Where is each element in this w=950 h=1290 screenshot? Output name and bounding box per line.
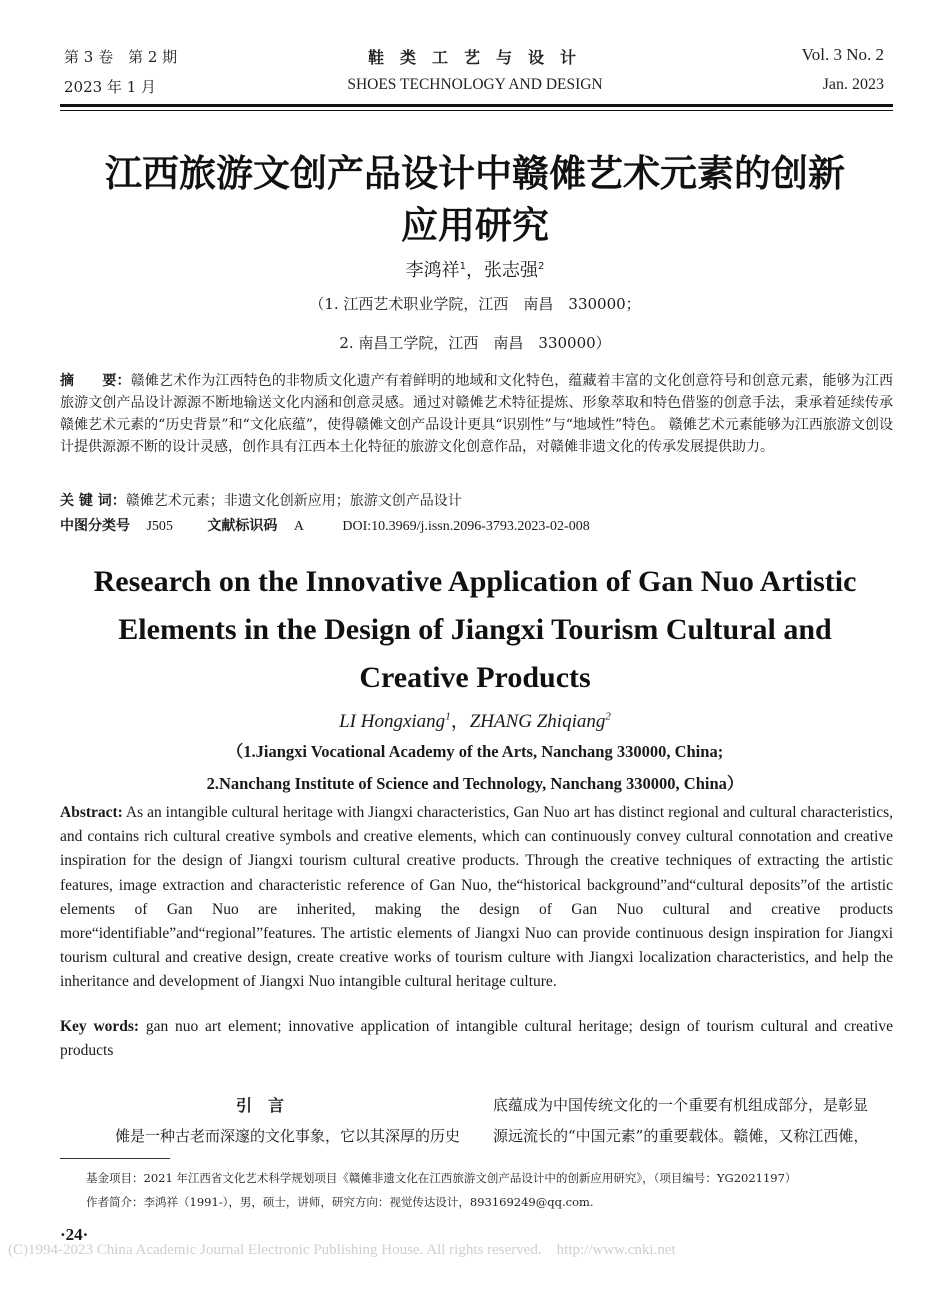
affiliation-en-line1: （1.Jiangxi Vocational Academy of the Arts, Nanchang 330000, China; xyxy=(226,742,724,761)
author-en-2-sup: 2 xyxy=(605,710,611,723)
keywords-cn-text: 赣傩艺术元素；非遗文化创新应用；旅游文创产品设计 xyxy=(125,493,462,509)
clc-value: J505 xyxy=(146,519,173,534)
footnote-author: 作者简介：李鸿祥（1991-），男，硕士，讲师，研究方向：视觉传达设计，893169249@qq.com. xyxy=(86,1195,594,1209)
body-right-line1: 底蕴成为中国传统文化的一个重要有机组成部分，是彰显 xyxy=(493,1096,869,1114)
abstract-en-text: As an intangible cultural heritage with Jiangxi characteristics, Gan Nuo art has distinct regional and cultural characteristics, and contains rich cultural creative symbols and creative elements, which can continuously convey cultural connotation and creative inspiration for the design of Jiangxi tourism cultural creative products. Through the creative techniques of extracting the artistic features, image extraction and characteristic reference of Gan Nuo, the“historical background”and“cultural deposits”of the artistic elements of Gan Nuo are inherited, making the design of Gan Nuo cultural and creative products more“identifiable”and“regional”features. The artistic elements of Jiangxi Nuo can provide continuous design inspiration for Jiangxi tourism cultural and creative design, create creative works of tourism culture with Jiangxi localization characteristics, and help the inheritance and development of Jiangxi Nuo intangible cultural heritage culture. xyxy=(60,804,893,991)
author-cn-2-sup: 2 xyxy=(538,261,545,272)
author-cn-1: 李鸿祥 xyxy=(405,260,460,281)
section-heading-introduction: 引 言 xyxy=(235,1096,284,1115)
title-en-line1: Research on the Innovative Application of Gan Nuo Artistic xyxy=(93,565,857,598)
abstract-en xyxy=(60,801,893,995)
date-cn: 2023 年 1 月 xyxy=(64,78,157,96)
keywords-en-label: Key words: xyxy=(60,1018,140,1035)
article-title-en xyxy=(40,558,910,702)
volume-issue-cn: 第 3 卷 第 2 期 xyxy=(64,48,178,66)
journal-title-en: SHOES TECHNOLOGY AND DESIGN xyxy=(347,76,603,93)
author-en-1-sup: 1 xyxy=(445,710,451,723)
authors-en xyxy=(40,706,910,733)
title-en-line3: Creative Products xyxy=(359,661,591,694)
keywords-en xyxy=(60,1015,893,1063)
footnote-fund: 基金项目：2021 年江西省文化艺术科学规划项目《赣傩非遗文化在江西旅游文创产品设计中的创新应用研究》，（项目编号：YG2021197） xyxy=(86,1171,797,1185)
abstract-cn-label: 摘 要： xyxy=(60,373,131,389)
copyright-watermark: (C)1994-2023 China Academic Journal Electronic Publishing House. All rights reserved. http://www.cnki.net xyxy=(8,1242,676,1258)
classification-line xyxy=(60,515,590,538)
authors-cn xyxy=(40,256,910,282)
doc-code-label: 文献标识码 xyxy=(207,518,278,534)
author-cn-sep: ， xyxy=(466,260,484,281)
footnote-rule xyxy=(60,1158,170,1159)
author-en-2: ZHANG Zhiqiang xyxy=(469,711,606,732)
affiliation-cn-line1: （1. 江西艺术职业学院，江西 南昌 330000； xyxy=(309,295,641,313)
volume-issue-en: Vol. 3 No. 2 xyxy=(801,45,884,64)
author-cn-2: 张志强 xyxy=(484,260,538,281)
body-right-line2: 源远流长的“中国元素”的重要载体。赣傩，又称江西傩， xyxy=(493,1127,869,1145)
title-cn-line1: 江西旅游文创产品设计中赣傩艺术元素的创新 xyxy=(105,152,845,195)
date-en: Jan. 2023 xyxy=(822,76,884,93)
article-title-cn xyxy=(40,148,910,252)
affiliation-cn-line2: 2. 南昌工学院，江西 南昌 330000） xyxy=(339,334,611,352)
journal-title-cn: 鞋类工艺与设计 xyxy=(367,48,592,67)
doi: DOI:10.3969/j.issn.2096-3793.2023-02-008 xyxy=(342,519,590,534)
author-en-sep: ， xyxy=(450,711,470,732)
header-rule-thick xyxy=(60,104,893,107)
keywords-en-text: gan nuo art element; innovative application of intangible cultural heritage; design of tourism cultural and creative products xyxy=(60,1018,893,1060)
title-cn-line2: 应用研究 xyxy=(401,204,549,247)
body-left-line: 傩是一种古老而深邃的文化事象，它以其深厚的历史 xyxy=(114,1127,460,1145)
page-number: ·24· xyxy=(60,1225,89,1244)
author-cn-1-sup: 1 xyxy=(459,261,466,272)
abstract-cn-text: 赣傩艺术作为江西特色的非物质文化遗产有着鲜明的地域和文化特色，蕴藏着丰富的文化创意符号和创意元素，能够为江西旅游文创产品设计源源不断地输送文化内涵和创意灵感。通过对赣傩艺术特征提炼、形象萃取和特色借鉴的创意手法，秉承着延续传承赣傩艺术元素的“历史背景”和“文化底蕴”，使得赣傩文创产品设计更具“识别性”与“地域性”特色。 赣傩艺术元素能够为江西旅游文创设计提供源源不断的设计灵感，创作具有江西本土化特征的旅游文化创意作品，对赣傩非遗文化的传承发展提供助力。 xyxy=(60,373,894,455)
keywords-cn xyxy=(60,490,893,512)
header-rule-thin xyxy=(60,110,893,111)
doc-code-value: A xyxy=(293,519,304,534)
clc-label: 中图分类号 xyxy=(60,518,130,534)
keywords-cn-label: 关 键 词： xyxy=(60,493,126,509)
author-en-1: LI Hongxiang xyxy=(339,711,446,732)
abstract-en-label: Abstract: xyxy=(60,804,123,821)
title-en-line2: Elements in the Design of Jiangxi Tourism Cultural and xyxy=(118,613,832,646)
affiliation-en-line2: 2.Nanchang Institute of Science and Technology, Nanchang 330000, China） xyxy=(206,774,744,793)
abstract-cn xyxy=(60,370,893,458)
